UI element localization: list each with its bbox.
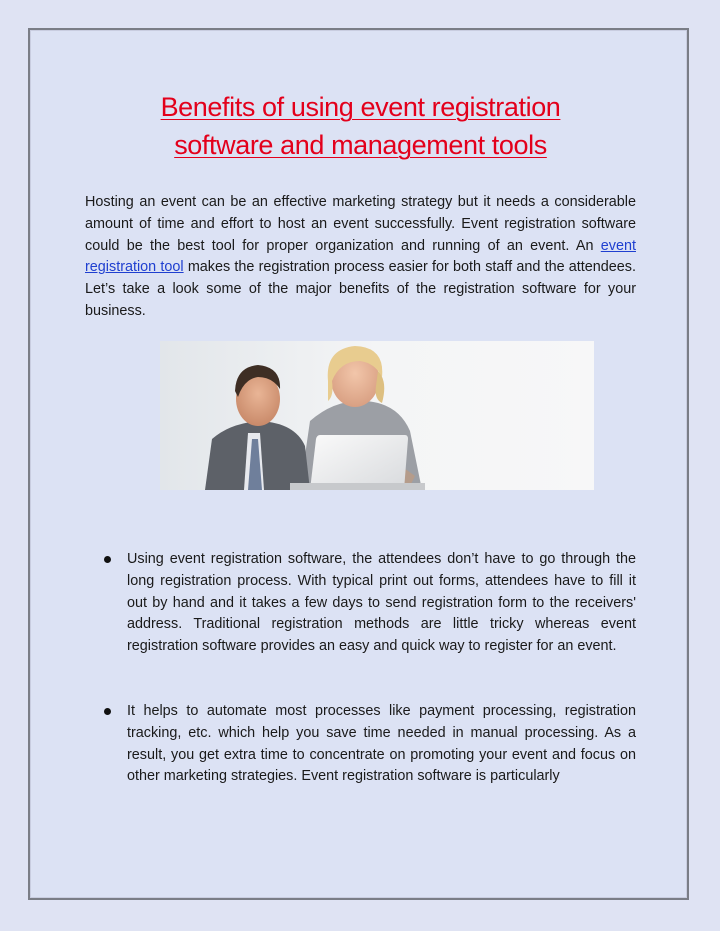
benefits-list — [85, 549, 636, 788]
title-line-2: software and management tools — [174, 130, 547, 160]
list-item-text: Using event registration software, the attendees don’t have to go through the long registration process. With typical print out forms, attendees have to fill it out by hand and it takes a few days to send registration form to the receivers' address. Traditional registration methods are little tricky whereas event registration software provides an easy and quick way to register for an event. — [127, 551, 636, 655]
bullet-icon — [104, 556, 111, 563]
title-line-1: Benefits of using event registration — [160, 92, 561, 122]
event-registration-tool-link[interactable]: event registration tool — [85, 237, 636, 276]
list-item-text: It helps to automate most processes like payment processing, registration tracking, etc. which help you save time needed in manual processing. As a result, you get extra time to concentrate on promoting your event and focus on other marketing strategies. Event registration software is particularly — [127, 702, 636, 785]
bullet-icon — [104, 708, 111, 715]
intro-paragraph — [85, 192, 636, 323]
intro-text-before-link: Hosting an event can be an effective marketing strategy but it needs a considerable amount of time and effort to host an event successfully. Event registration software could be the best tool for proper organization and running of an event. An — [85, 194, 636, 254]
business-people-photo — [160, 341, 594, 490]
list-item — [85, 549, 636, 658]
page-title — [30, 88, 691, 164]
list-item — [85, 701, 636, 788]
document-page — [28, 28, 689, 900]
intro-text-after-link: makes the registration process easier for both staff and the attendees. Let’s take a look some of the major benefits of the registration software for your business. — [85, 259, 637, 319]
